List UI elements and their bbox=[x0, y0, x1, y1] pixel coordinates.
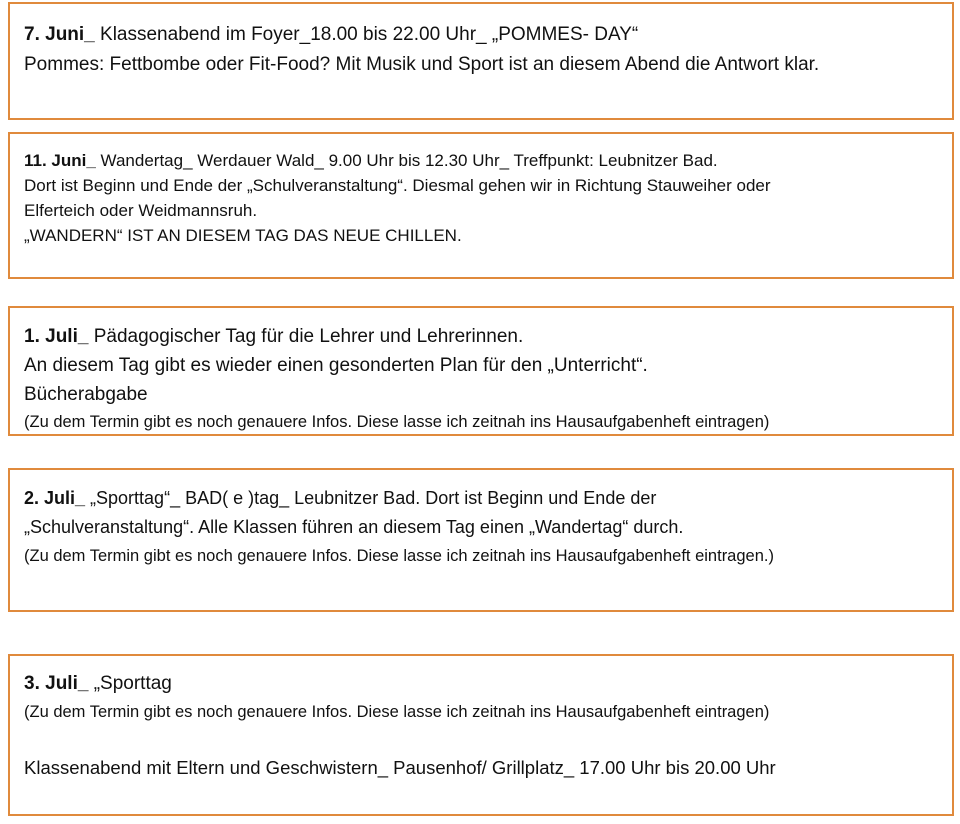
entry-date: 7. Juni_ bbox=[24, 24, 95, 45]
entry-date: 1. Juli_ bbox=[24, 326, 89, 347]
entry-note: (Zu dem Termin gibt es noch genauere Infos. Diese lasse ich zeitnah ins Hausaufgabenheft eintragen) bbox=[24, 703, 770, 721]
entry-spacer bbox=[24, 726, 938, 754]
entry-note: (Zu dem Termin gibt es noch genauere Infos. Diese lasse ich zeitnah ins Hausaufgabenheft eintragen) bbox=[24, 413, 770, 431]
entry-text-line: An diesem Tag gibt es wieder einen gesonderten Plan für den „Unterricht“. bbox=[24, 355, 648, 376]
entry-box-7-juni bbox=[8, 2, 954, 120]
entry-title: „Sporttag bbox=[88, 673, 172, 694]
entry-headline bbox=[24, 484, 938, 513]
entry-text-line: Elferteich oder Weidmannsruh. bbox=[24, 201, 258, 220]
entry-date: 11. Juni_ bbox=[24, 151, 96, 170]
entry-title: Klassenabend im Foyer_18.00 bis 22.00 Uhr_ „POMMES- DAY“ bbox=[94, 24, 639, 45]
entry-headline bbox=[24, 670, 938, 698]
entry-text-line: Klassenabend mit Eltern und Geschwistern_ Pausenhof/ Grillplatz_ 17.00 Uhr bis 20.00 Uhr bbox=[24, 757, 776, 778]
entry-description: Pommes: Fettbombe oder Fit-Food? Mit Musik und Sport ist an diesem Abend die Antwort klar. bbox=[24, 54, 820, 75]
entry-box-11-juni bbox=[8, 132, 954, 279]
entry-box-3-juli bbox=[8, 654, 954, 816]
entry-note: (Zu dem Termin gibt es noch genauere Infos. Diese lasse ich zeitnah ins Hausaufgabenheft eintragen.) bbox=[24, 547, 774, 565]
entry-title: Pädagogischer Tag für die Lehrer und Lehrerinnen. bbox=[88, 326, 524, 347]
entry-date: 3. Juli_ bbox=[24, 673, 89, 694]
entry-box-1-juli bbox=[8, 306, 954, 436]
entry-text-line: „WANDERN“ IST AN DIESEM TAG DAS NEUE CHILLEN. bbox=[24, 226, 462, 245]
entry-text-line: Bücherabgabe bbox=[24, 384, 148, 405]
entry-text-line: Dort ist Beginn und Ende der „Schulveranstaltung“. Diesmal gehen wir in Richtung Stauweiher oder bbox=[24, 176, 771, 195]
entry-headline bbox=[24, 148, 938, 173]
entry-headline bbox=[24, 322, 938, 351]
entry-date: 2. Juli_ bbox=[24, 488, 86, 508]
entry-title: „Sporttag“_ BAD( e )tag_ Leubnitzer Bad. Dort ist Beginn und Ende der bbox=[85, 488, 657, 508]
entry-title: Wandertag_ Werdauer Wald_ 9.00 Uhr bis 12.30 Uhr_ Treffpunkt: Leubnitzer Bad. bbox=[95, 151, 718, 170]
entry-text-line: „Schulveranstaltung“. Alle Klassen führen an diesem Tag einen „Wandertag“ durch. bbox=[24, 517, 684, 537]
entry-headline bbox=[24, 20, 938, 50]
entry-box-2-juli bbox=[8, 468, 954, 612]
